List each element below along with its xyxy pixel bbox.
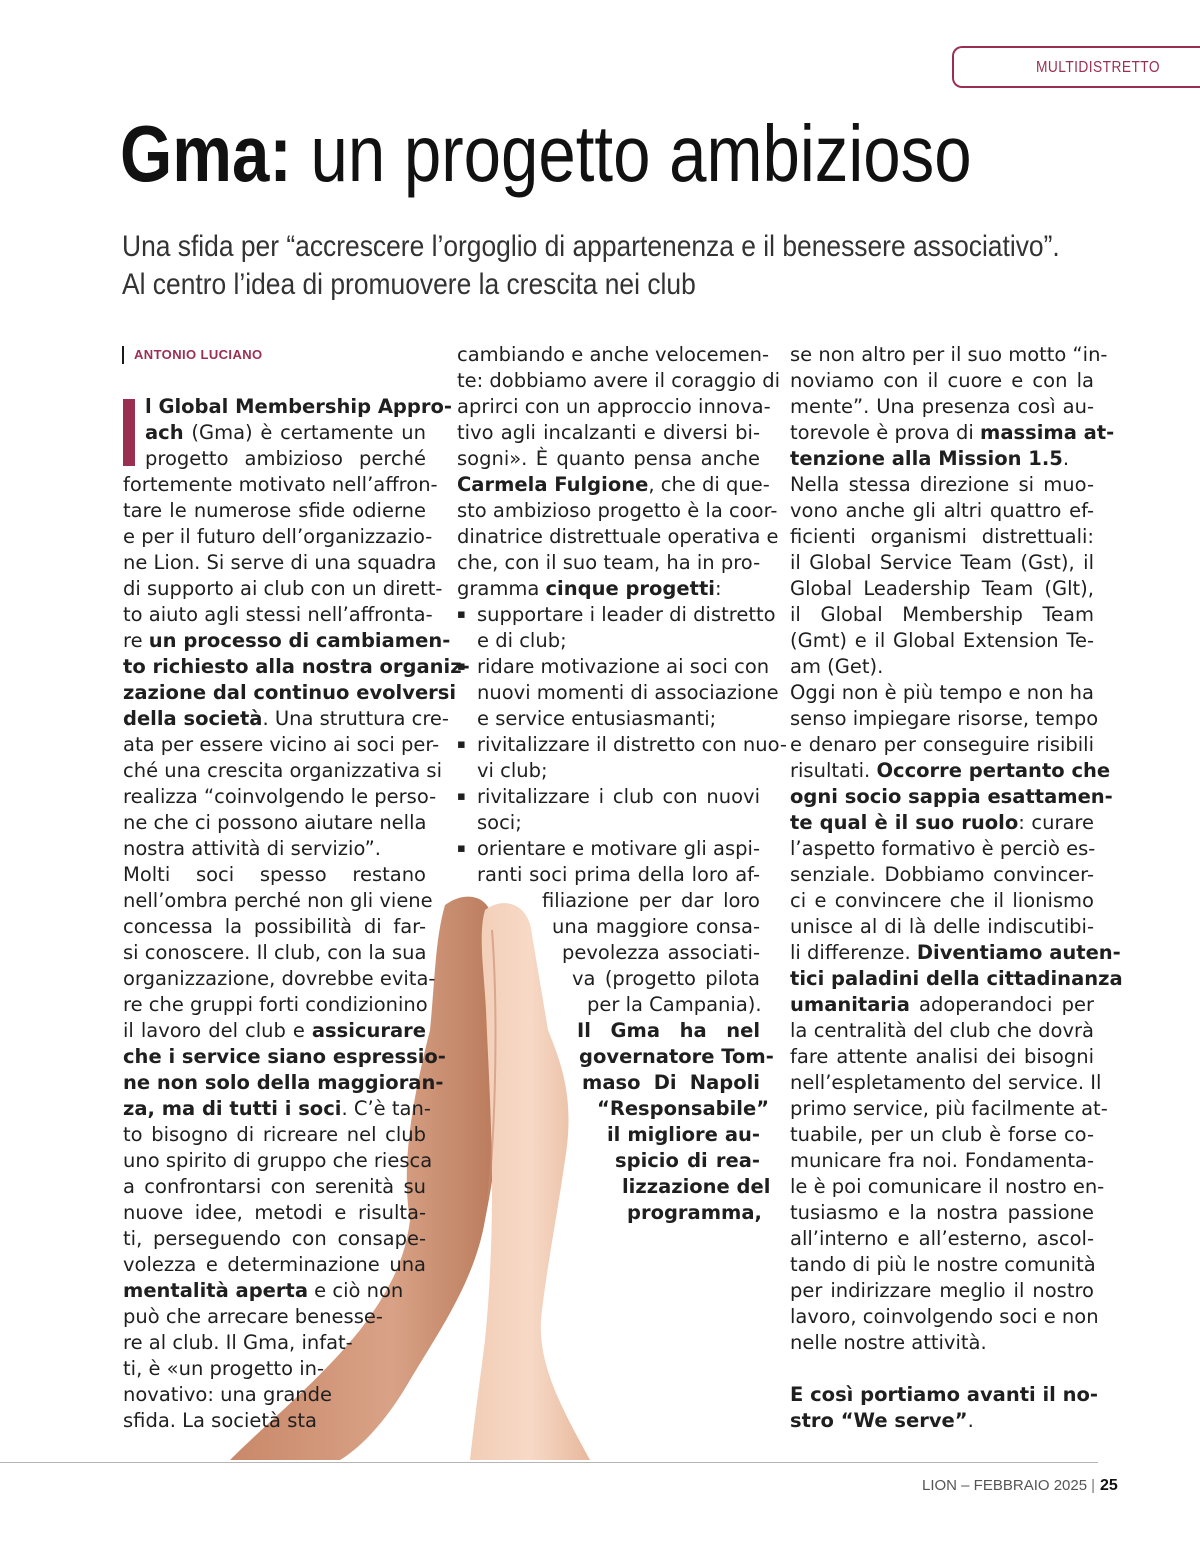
text-run: il Global Service Team (Gst), il — [790, 551, 1094, 574]
text-line — [123, 654, 470, 680]
text-run: ci e convincere che il lionismo — [790, 889, 1094, 912]
text-run: sfida. La società sta — [123, 1409, 317, 1432]
text-line — [145, 446, 426, 472]
headline-bold: Gma: — [120, 109, 292, 198]
text-line — [457, 654, 770, 680]
text-run: tici paladini della cittadinanza — [790, 967, 1123, 990]
text-run: l’aspetto formativo è perciò es- — [790, 837, 1096, 860]
text-line — [123, 628, 451, 654]
text-line — [123, 1408, 426, 1434]
text-run: Nella stessa direzione si muo- — [790, 473, 1094, 496]
text-run: massima at- — [980, 421, 1115, 444]
text-run: za, ma di tutti i soci — [123, 1097, 342, 1120]
text-run: . C’è tan- — [341, 1097, 431, 1120]
text-run: dinatrice distrettuale operativa e — [457, 525, 779, 548]
text-run: tivo agli incalzanti e diversi bi- — [457, 421, 760, 444]
text-line — [145, 420, 426, 446]
text-run: am (Get). — [790, 655, 884, 678]
text-run: re — [123, 629, 149, 652]
text-run: l Global Membership Appro- — [145, 395, 452, 418]
text-line — [790, 758, 1111, 784]
text-run: vono anche gli altri quattro ef- — [790, 499, 1094, 522]
text-line — [123, 940, 426, 966]
text-line — [790, 1408, 1094, 1434]
text-line — [790, 550, 1094, 576]
text-line — [457, 446, 760, 472]
text-line — [790, 836, 1094, 862]
column-1 — [123, 394, 470, 1434]
text-line — [457, 394, 771, 420]
text-run: , che di que- — [648, 473, 770, 496]
text-run: primo service, più facilmente at- — [790, 1097, 1108, 1120]
text-run: zazione dal continuo evolversi — [123, 681, 457, 704]
text-run: che, con il suo team, ha in pro- — [457, 551, 761, 574]
text-run: ne non solo della maggioran- — [123, 1071, 444, 1094]
text-line — [790, 992, 1094, 1018]
text-run: concessa la possibilità di far- — [123, 915, 426, 938]
text-run: fare attente analisi dei bisogni — [790, 1045, 1094, 1068]
text-run: Diventiamo auten- — [916, 941, 1121, 964]
text-run: ata per essere vicino ai soci per- — [123, 733, 440, 756]
text-line — [790, 420, 1115, 446]
text-run: aprirci con un approccio innova- — [457, 395, 771, 418]
text-line — [123, 1096, 431, 1122]
text-line — [457, 576, 760, 602]
text-line — [123, 966, 436, 992]
text-run: Occorre pertanto che — [876, 759, 1111, 782]
text-run: un processo di cambiamen- — [148, 629, 451, 652]
text-run: per indirizzare meglio il nostro — [790, 1279, 1094, 1302]
text-run: nell’ombra perché non gli viene — [123, 889, 433, 912]
text-run: senziale. Dobbiamo convincer- — [790, 863, 1094, 886]
text-line — [457, 420, 760, 446]
text-line — [790, 940, 1121, 966]
text-run: può che arrecare benesse- — [123, 1305, 383, 1328]
text-run: lizzazione del — [622, 1175, 771, 1198]
text-run: assicurare — [311, 1019, 426, 1042]
text-line — [790, 498, 1094, 524]
text-run: Global Leadership Team (Glt), — [790, 577, 1094, 600]
text-run: ridare motivazione ai soci con — [477, 655, 770, 678]
text-run: te qual è il suo ruolo — [790, 811, 1019, 834]
text-run: il lavoro del club e — [123, 1019, 312, 1042]
text-run: una maggiore consa- — [552, 915, 760, 938]
text-line — [572, 966, 760, 992]
text-run: re che gruppi forti condizionino — [123, 993, 428, 1016]
text-run: li differenze. — [790, 941, 917, 964]
text-line — [790, 1226, 1094, 1252]
text-line — [790, 1382, 1099, 1408]
text-line — [790, 602, 1094, 628]
text-run: ach — [145, 421, 184, 444]
text-run: rivitalizzare il distretto con nuo- — [477, 733, 787, 756]
text-line — [457, 368, 780, 394]
text-run: ficienti organismi distrettuali: — [790, 525, 1094, 548]
text-run: te: dobbiamo avere il coraggio di — [457, 369, 780, 392]
text-run: re al club. Il Gma, infat- — [123, 1331, 353, 1354]
text-run: unisce al di là delle indiscutibi- — [790, 915, 1094, 938]
text-run: rivitalizzare i club con nuovi — [477, 785, 760, 808]
text-run: supportare i leader di distretto — [477, 603, 776, 626]
text-run: per la Campania). — [587, 993, 762, 1016]
text-run: nelle nostre attività. — [790, 1331, 987, 1354]
column-3 — [790, 342, 1123, 1434]
text-line — [457, 732, 787, 758]
text-line — [790, 1070, 1102, 1096]
text-run: Carmela Fulgione — [457, 473, 649, 496]
text-line — [123, 810, 426, 836]
text-line — [123, 862, 426, 888]
text-line — [790, 1018, 1094, 1044]
text-run: ne che ci possono aiutare nella — [123, 811, 427, 834]
text-line — [790, 1122, 1094, 1148]
headline-rest: un progetto ambizioso — [291, 109, 972, 198]
text-line — [457, 862, 760, 888]
text-line — [457, 342, 770, 368]
text-line — [123, 680, 457, 706]
text-line — [123, 706, 449, 732]
text-run: e denaro per conseguire risibili — [790, 733, 1094, 756]
text-line — [457, 706, 760, 732]
text-line — [123, 1018, 426, 1044]
subheadline — [122, 228, 1060, 304]
text-run: . Una struttura cre- — [262, 707, 449, 730]
text-line — [457, 550, 760, 576]
text-line — [790, 524, 1094, 550]
text-run: tando di più le nostre comunità — [790, 1253, 1096, 1276]
text-line — [790, 394, 1094, 420]
text-run: risultati. — [790, 759, 877, 782]
text-run: nell’espletamento del service. Il — [790, 1071, 1102, 1094]
text-line — [552, 914, 760, 940]
text-line — [790, 862, 1094, 888]
text-line — [790, 1278, 1094, 1304]
text-run: ché una crescita organizzativa si — [123, 759, 442, 782]
text-run: “Responsabile” — [597, 1097, 770, 1120]
text-run: a confrontarsi con serenità su — [123, 1175, 426, 1198]
section-label: MULTIDISTRETTO — [1036, 59, 1161, 76]
text-line — [790, 368, 1094, 394]
text-line — [457, 498, 778, 524]
text-line — [123, 550, 437, 576]
text-line — [457, 628, 760, 654]
text-run: tusiasmo e la nostra passione — [790, 1201, 1094, 1224]
text-line — [579, 1044, 774, 1070]
text-run: della società — [123, 707, 263, 730]
text-run: torevole è prova di — [790, 421, 981, 444]
text-run: to richiesto alla nostra organiz- — [123, 655, 470, 678]
text-run: di supporto ai club con un dirett- — [123, 577, 443, 600]
page-number: 25 — [1099, 1477, 1118, 1494]
text-line — [123, 1304, 426, 1330]
text-line — [123, 1278, 426, 1304]
text-line — [577, 1018, 760, 1044]
text-line — [597, 1096, 770, 1122]
text-line — [790, 1330, 1094, 1356]
text-line — [123, 1122, 426, 1148]
text-run: filiazione per dar loro — [542, 889, 760, 912]
author-byline: ANTONIO LUCIANO — [122, 346, 263, 364]
text-run: si conoscere. Il club, con la sua — [123, 941, 427, 964]
text-line — [790, 628, 1094, 654]
text-line — [123, 1356, 426, 1382]
text-line — [123, 758, 442, 784]
text-run: uno spirito di gruppo che riesca — [123, 1149, 433, 1172]
text-line — [790, 1044, 1094, 1070]
text-run: il Global Membership Team — [790, 603, 1094, 626]
text-line — [457, 602, 776, 628]
text-line — [790, 654, 1094, 680]
text-line — [615, 1148, 760, 1174]
text-run: realizza “coinvolgendo le perso- — [123, 785, 437, 808]
text-line — [123, 1200, 426, 1226]
text-run: E così portiamo avanti il no- — [790, 1383, 1099, 1406]
text-run: mentalità aperta — [123, 1279, 308, 1302]
text-line — [123, 836, 426, 862]
text-run: senso impiegare risorse, tempo — [790, 707, 1099, 730]
text-run: mente”. Una presenza così au- — [790, 395, 1094, 418]
text-line — [123, 1382, 426, 1408]
text-line — [562, 940, 760, 966]
subheadline-line: Al centro l’idea di promuovere la crescita nei club — [122, 268, 696, 301]
page-footer: LION – FEBBRAIO 2025 | 25 — [922, 1477, 1118, 1494]
text-run: all’interno e all’esterno, ascol- — [790, 1227, 1094, 1250]
text-line — [123, 1252, 426, 1278]
text-run: lavoro, coinvolgendo soci e non — [790, 1305, 1099, 1328]
text-line — [790, 784, 1113, 810]
text-run: stro “We serve” — [790, 1409, 968, 1432]
text-line — [790, 680, 1094, 706]
footer-rule — [0, 1462, 1098, 1463]
text-run: se non altro per il suo motto “in- — [790, 343, 1108, 366]
text-run: nuovi momenti di associazione — [477, 681, 779, 704]
text-line — [123, 1226, 426, 1252]
text-run: sogni». È quanto pensa anche — [457, 447, 760, 470]
column-2 — [457, 342, 787, 1226]
text-line — [123, 472, 438, 498]
text-run: e di club; — [477, 629, 567, 652]
text-run: il migliore au- — [607, 1123, 760, 1146]
text-line — [457, 472, 770, 498]
text-line — [123, 524, 433, 550]
text-line — [123, 576, 443, 602]
text-line — [123, 1070, 444, 1096]
text-line — [457, 810, 760, 836]
text-line — [790, 342, 1108, 368]
text-line — [790, 732, 1094, 758]
text-line — [790, 1200, 1094, 1226]
text-line — [457, 524, 779, 550]
text-run: noviamo con il cuore e con la — [790, 369, 1094, 392]
text-line — [790, 576, 1094, 602]
text-run: : curare — [1018, 811, 1094, 834]
text-line — [457, 836, 760, 862]
text-run: che i service siano espressio- — [123, 1045, 446, 1068]
text-line — [587, 992, 760, 1018]
text-line — [123, 1044, 446, 1070]
text-run: municare fra noi. Fondamenta- — [790, 1149, 1094, 1172]
text-run: adoperandoci per — [909, 993, 1094, 1016]
headline — [120, 108, 972, 200]
text-run: governatore Tom- — [579, 1045, 774, 1068]
text-line — [607, 1122, 760, 1148]
text-line — [123, 888, 433, 914]
text-line — [790, 914, 1094, 940]
text-run: pevolezza associati- — [562, 941, 760, 964]
text-line — [542, 888, 760, 914]
text-run: . — [967, 1409, 974, 1432]
text-line — [790, 1174, 1105, 1200]
text-run: ranti soci prima della loro af- — [477, 863, 760, 886]
text-run: tare le numerose sfide odierne — [123, 499, 426, 522]
text-run: fortemente motivato nell’affron- — [123, 473, 438, 496]
text-line — [123, 602, 433, 628]
text-line — [123, 1174, 426, 1200]
text-run: gramma — [457, 577, 546, 600]
text-run: tenzione alla Mission 1.5 — [790, 447, 1063, 470]
text-run: ne Lion. Si serve di una squadra — [123, 551, 437, 574]
section-tab — [952, 46, 1200, 88]
text-run: Oggi non è più tempo e non ha — [790, 681, 1094, 704]
text-run: Molti soci spesso restano — [123, 863, 426, 886]
text-line — [457, 758, 760, 784]
text-line — [790, 472, 1094, 498]
text-run: vi club; — [477, 759, 548, 782]
text-run: nuove idee, metodi e risulta- — [123, 1201, 426, 1224]
text-line — [790, 810, 1094, 836]
text-line — [790, 966, 1123, 992]
text-line — [790, 1356, 1094, 1382]
text-run: ogni socio sappia esattamen- — [790, 785, 1113, 808]
text-run: orientare e motivare gli aspi- — [477, 837, 760, 860]
text-run: : — [714, 577, 722, 600]
text-run: cambiando e anche velocemen- — [457, 343, 770, 366]
text-run: to bisogno di ricreare nel club — [123, 1123, 426, 1146]
text-run: programma, — [627, 1201, 762, 1224]
text-line — [123, 992, 426, 1018]
text-run: cinque progetti — [545, 577, 715, 600]
text-run: (Gma) è certamente un — [183, 421, 426, 444]
text-run: ti, perseguendo con consape- — [123, 1227, 426, 1250]
text-line — [790, 888, 1094, 914]
text-line — [790, 446, 1094, 472]
text-run: soci; — [477, 811, 522, 834]
text-run: nostra attività di servizio”. — [123, 837, 381, 860]
text-line — [123, 914, 426, 940]
text-run: e service entusiasmanti; — [477, 707, 717, 730]
text-line — [123, 1330, 426, 1356]
text-line — [627, 1200, 760, 1226]
text-run: e ciò non — [307, 1279, 404, 1302]
text-line — [123, 732, 440, 758]
text-run: le è poi comunicare il nostro en- — [790, 1175, 1105, 1198]
text-line — [622, 1174, 771, 1200]
text-run: e per il futuro dell’organizzazio- — [123, 525, 433, 548]
text-run: . — [1062, 447, 1070, 470]
text-run: (Gmt) e il Global Extension Te- — [790, 629, 1094, 652]
text-run: organizzazione, dovrebbe evita- — [123, 967, 436, 990]
text-line — [582, 1070, 760, 1096]
text-run: tuabile, per un club è forse co- — [790, 1123, 1094, 1146]
text-run: sto ambizioso progetto è la coor- — [457, 499, 778, 522]
text-run: maso Di Napoli — [582, 1071, 760, 1094]
text-line — [790, 1148, 1094, 1174]
text-line — [790, 1252, 1094, 1278]
text-line — [790, 1096, 1108, 1122]
text-line — [123, 1148, 433, 1174]
text-run: volezza e determinazione una — [123, 1253, 426, 1276]
text-line — [790, 706, 1099, 732]
text-line — [457, 680, 779, 706]
text-run: spicio di rea- — [615, 1149, 760, 1172]
text-run: ti, è «un progetto in- — [123, 1357, 325, 1380]
text-run: la centralità del club che dovrà — [790, 1019, 1094, 1042]
subheadline-line: Una sfida per “accrescere l’orgoglio di appartenenza e il benessere associativo”. — [122, 230, 1060, 263]
text-line — [790, 1304, 1099, 1330]
text-line — [457, 784, 760, 810]
text-line — [123, 498, 426, 524]
text-run: va (progetto pilota — [572, 967, 760, 990]
text-run: to aiuto agli stessi nell’affronta- — [123, 603, 433, 626]
text-run: umanitaria — [790, 993, 910, 1016]
text-run: Il Gma ha nel — [577, 1019, 760, 1042]
text-run: progetto ambizioso perché — [145, 447, 426, 470]
issue-label: LION – FEBBRAIO 2025 — [922, 1477, 1088, 1494]
text-run: novativo: una grande — [123, 1383, 333, 1406]
text-line — [123, 784, 437, 810]
text-line — [145, 394, 452, 420]
